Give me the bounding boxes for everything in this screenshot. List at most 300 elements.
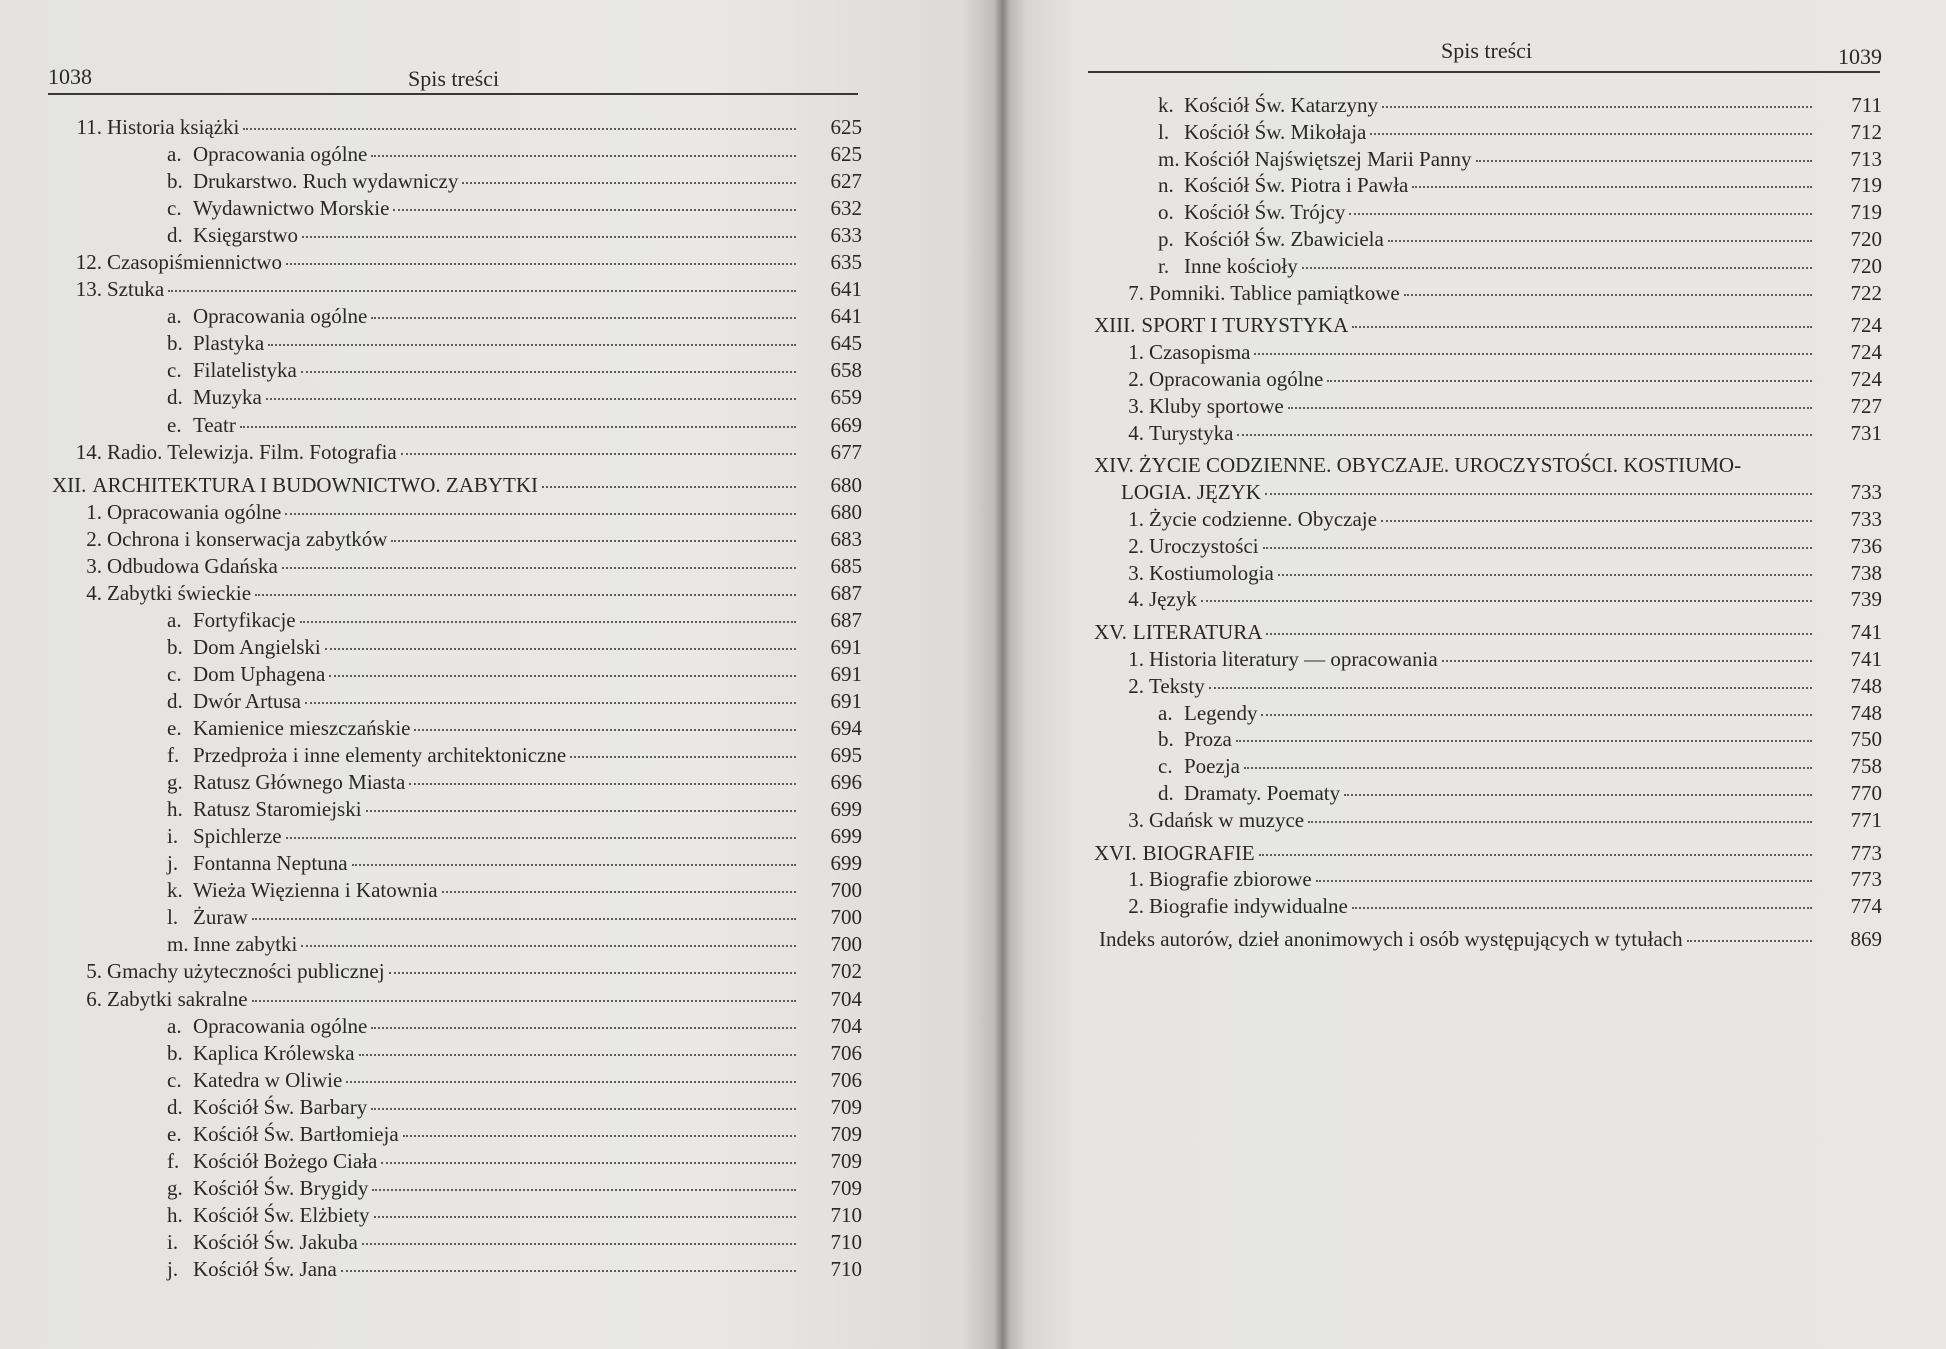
toc-entry-page: 773 — [1850, 840, 1882, 865]
toc-entry-number: k. — [1158, 93, 1174, 117]
toc-entry-page: 700 — [830, 932, 862, 957]
toc-entry-title: Opracowania ogólne — [193, 142, 368, 167]
toc-dot-leader — [268, 344, 796, 346]
toc-entry-number: c. — [167, 358, 182, 383]
toc-entry-number: b. — [167, 634, 183, 659]
toc-entry — [52, 1256, 862, 1283]
toc-entry — [1094, 92, 1882, 119]
toc-entry — [52, 439, 862, 466]
toc-entry — [52, 1148, 862, 1175]
toc-chapter-entry — [52, 472, 862, 499]
toc-entry — [52, 526, 862, 553]
left-page-number: 1038 — [48, 64, 92, 89]
toc-entry-title: Uroczystości — [1149, 533, 1259, 558]
toc-entry — [1094, 673, 1882, 700]
toc-entry-number: 3. — [86, 553, 102, 578]
toc-dot-leader — [371, 1108, 796, 1110]
toc-entry-title: Drukarstwo. Ruch wydawniczy — [193, 169, 459, 194]
toc-entry-title: Inne kościoły — [1184, 253, 1298, 278]
toc-entry-title: Teatr — [193, 412, 236, 437]
toc-entry-page: 641 — [830, 304, 862, 329]
toc-entry-number: a. — [167, 142, 182, 167]
toc-entry-title: Żuraw — [193, 905, 248, 930]
toc-entry-page: 774 — [1850, 894, 1882, 919]
toc-dot-leader — [1352, 326, 1812, 328]
toc-dot-leader — [286, 837, 796, 839]
toc-entry — [1094, 146, 1882, 173]
toc-entry-page: 627 — [830, 169, 862, 194]
toc-dot-leader — [542, 486, 796, 488]
toc-entry-number: 2. — [86, 526, 102, 551]
toc-chapter-entry — [1094, 840, 1882, 867]
toc-dot-leader — [381, 1162, 796, 1164]
toc-entry-number: l. — [1158, 119, 1170, 144]
toc-entry-title: Kościół Św. Jakuba — [193, 1229, 358, 1254]
toc-entry-title: Fontanna Neptuna — [193, 851, 348, 876]
toc-entry — [52, 222, 862, 249]
toc-dot-leader — [570, 756, 796, 758]
toc-dot-leader — [255, 594, 796, 596]
toc-entry-title: Ratusz Staromiejski — [193, 797, 362, 822]
toc-entry-title: Życie codzienne. Obyczaje — [1149, 506, 1377, 531]
toc-entry-title: Inne zabytki — [193, 932, 298, 957]
toc-entry-page: 720 — [1850, 253, 1882, 278]
toc-entry — [52, 1013, 862, 1040]
toc-entry-title: Kluby sportowe — [1149, 393, 1284, 418]
toc-entry-title: Plastyka — [193, 331, 265, 356]
toc-entry-number: n. — [1158, 173, 1174, 198]
toc-chapter-entry — [1094, 452, 1882, 479]
toc-entry-number: p. — [1158, 226, 1174, 251]
toc-entry-title: Historia książki — [107, 115, 240, 139]
toc-entry-title: Opracowania ogólne — [107, 499, 282, 524]
toc-entry — [52, 1094, 862, 1121]
toc-dot-leader — [1388, 240, 1812, 242]
toc-entry-number: 12. — [75, 250, 102, 275]
toc-entry — [52, 796, 862, 823]
toc-entry-title: Opracowania ogólne — [1149, 366, 1324, 391]
toc-entry-number: f. — [167, 1148, 180, 1173]
toc-entry-number: 11. — [76, 115, 102, 139]
toc-entry — [1094, 420, 1882, 447]
toc-entry-number: 6. — [86, 986, 102, 1011]
toc-entry-title: Język — [1149, 587, 1197, 612]
toc-entry — [1094, 172, 1882, 199]
toc-dot-leader — [1327, 380, 1812, 382]
toc-entry — [52, 276, 862, 303]
toc-entry-page: 722 — [1850, 280, 1882, 305]
toc-entry — [52, 580, 862, 607]
toc-entry — [52, 499, 862, 526]
toc-entry-number: 3. — [1128, 560, 1144, 585]
toc-entry — [52, 412, 862, 439]
toc-dot-leader — [1382, 106, 1812, 108]
book-gutter — [994, 0, 1010, 1349]
left-header-rule — [48, 93, 858, 95]
toc-entry-page: 731 — [1850, 420, 1882, 445]
toc-entry-page: 700 — [830, 878, 862, 903]
toc-dot-leader — [325, 648, 796, 650]
toc-entry-page: 750 — [1850, 727, 1882, 752]
toc-entry-number: XIII. — [1094, 313, 1136, 338]
toc-entry-title: Opracowania ogólne — [193, 1013, 368, 1038]
toc-entry-title: Legendy — [1184, 700, 1258, 725]
toc-entry — [52, 141, 862, 168]
toc-entry-page: 733 — [1850, 506, 1882, 531]
toc-dot-leader — [286, 263, 796, 265]
toc-entry-page: 645 — [830, 331, 862, 356]
toc-entry-page: 699 — [830, 851, 862, 876]
toc-entry-page: 719 — [1850, 200, 1882, 225]
toc-entry-title: Odbudowa Gdańska — [107, 553, 278, 578]
toc-dot-leader — [305, 702, 796, 704]
toc-entry-page: 741 — [1850, 620, 1882, 645]
toc-entry-title: Dom Angielski — [193, 634, 321, 659]
toc-entry-number: r. — [1158, 253, 1170, 278]
toc-entry-page: 687 — [830, 607, 862, 632]
toc-entry-page: 677 — [830, 439, 862, 464]
toc-entry — [52, 931, 862, 958]
toc-entry-page: 691 — [830, 688, 862, 713]
toc-entry — [52, 877, 862, 904]
toc-entry-number: 1. — [1128, 340, 1144, 365]
toc-entry-title: Teksty — [1149, 673, 1205, 698]
toc-entry — [52, 1121, 862, 1148]
toc-dot-leader — [359, 1054, 796, 1056]
toc-entry-page: 739 — [1850, 587, 1882, 612]
toc-entry — [1094, 780, 1882, 807]
toc-entry-page: 699 — [830, 824, 862, 849]
toc-dot-leader — [266, 398, 796, 400]
toc-entry-title: Kościół Św. Barbary — [193, 1094, 368, 1119]
toc-entry-title: Zabytki świeckie — [107, 580, 252, 605]
toc-entry-number: XV. — [1094, 620, 1127, 645]
toc-entry-number: b. — [167, 169, 183, 194]
toc-entry — [52, 742, 862, 769]
toc-dot-leader — [1209, 687, 1812, 689]
toc-entry-title: Kościół Św. Brygidy — [193, 1175, 369, 1200]
toc-entry-number: XVI. — [1094, 840, 1137, 865]
toc-entry — [52, 1040, 862, 1067]
toc-entry-page: 633 — [830, 223, 862, 248]
toc-entry-title: Fortyfikacje — [193, 607, 296, 632]
toc-entry-page: 773 — [1850, 867, 1882, 892]
toc-entry-page: 711 — [1851, 93, 1882, 117]
toc-entry-page: 720 — [1850, 226, 1882, 251]
toc-entry-page: 748 — [1850, 673, 1882, 698]
toc-entry — [1094, 807, 1882, 834]
toc-entry-number: i. — [167, 824, 179, 849]
toc-entry-page: 691 — [830, 634, 862, 659]
toc-entry-number: d. — [1158, 780, 1174, 805]
toc-entry-title: Wydawnictwo Morskie — [193, 196, 390, 221]
toc-entry — [52, 114, 862, 141]
toc-entry — [52, 823, 862, 850]
toc-dot-leader — [346, 1081, 796, 1083]
toc-dot-leader — [252, 918, 796, 920]
toc-entry-title: SPORT I TURYSTYKA — [1141, 313, 1349, 338]
left-running-title: Spis treści — [408, 66, 500, 91]
toc-entry-title: Biografie zbiorowe — [1149, 867, 1312, 892]
toc-dot-leader — [1265, 493, 1812, 495]
toc-dot-leader — [352, 864, 796, 866]
toc-entry — [52, 769, 862, 796]
toc-entry-number: 13. — [75, 277, 102, 302]
toc-entry-title: Dom Uphagena — [193, 661, 326, 686]
toc-dot-leader — [371, 155, 796, 157]
toc-entry-page: 710 — [830, 1256, 862, 1281]
toc-entry-title: Historia literatury — opracowania — [1149, 646, 1438, 671]
toc-entry-title: Księgarstwo — [193, 223, 298, 248]
toc-dot-leader — [462, 182, 796, 184]
toc-entry-number: 1. — [1128, 506, 1144, 531]
toc-dot-leader — [1476, 160, 1812, 162]
toc-entry — [52, 715, 862, 742]
toc-entry-page: 719 — [1850, 173, 1882, 198]
toc-dot-leader — [1381, 520, 1812, 522]
toc-entry-number: l. — [167, 905, 179, 930]
toc-dot-leader — [1278, 574, 1812, 576]
toc-entry-title: Ochrona i konserwacja zabytków — [107, 526, 388, 551]
toc-dot-leader — [300, 621, 796, 623]
toc-entry-title: Pomniki. Tablice pamiątkowe — [1149, 280, 1400, 305]
toc-dot-leader — [391, 540, 796, 542]
toc-entry-number: XII. — [52, 472, 87, 497]
toc-entry — [52, 1202, 862, 1229]
toc-entry-title: Kościół Bożego Ciała — [193, 1148, 378, 1173]
toc-dot-leader — [282, 567, 796, 569]
toc-chapter-entry — [1094, 312, 1882, 339]
toc-entry-page: 710 — [830, 1202, 862, 1227]
toc-entry-title: Kościół Św. Zbawiciela — [1184, 226, 1384, 251]
toc-dot-leader — [371, 1027, 796, 1029]
toc-dot-leader — [301, 945, 796, 947]
toc-entry-title: Zabytki sakralne — [107, 986, 248, 1011]
toc-entry-number: 14. — [75, 439, 102, 464]
toc-entry-title: Kościół Św. Mikołaja — [1184, 119, 1367, 144]
left-toc-list — [52, 114, 862, 1283]
toc-entry — [1094, 726, 1882, 753]
toc-entry — [52, 168, 862, 195]
toc-entry — [1094, 753, 1882, 780]
toc-entry-number: 5. — [86, 959, 102, 984]
toc-entry-title: Poezja — [1184, 754, 1240, 779]
toc-entry-number: c. — [167, 661, 182, 686]
toc-dot-leader — [1370, 133, 1812, 135]
toc-entry-page: 694 — [830, 716, 862, 741]
toc-entry-number: 2. — [1128, 673, 1144, 698]
right-running-title: Spis treści — [1441, 38, 1533, 63]
toc-entry-number: a. — [167, 1013, 182, 1038]
toc-entry-number: a. — [167, 304, 182, 329]
toc-entry-page: 709 — [830, 1094, 862, 1119]
toc-entry-page: 706 — [830, 1067, 862, 1092]
toc-entry-title: BIOGRAFIE — [1142, 840, 1255, 865]
toc-entry-page: 683 — [830, 526, 862, 551]
toc-entry — [52, 958, 862, 985]
toc-entry-number: 4. — [1128, 420, 1144, 445]
toc-entry-page: 706 — [830, 1040, 862, 1065]
toc-dot-leader — [362, 1243, 796, 1245]
toc-entry-page: 641 — [830, 277, 862, 302]
toc-dot-leader — [1442, 660, 1812, 662]
toc-dot-leader — [409, 783, 796, 785]
toc-entry — [1094, 199, 1882, 226]
toc-entry-number: e. — [167, 716, 182, 741]
toc-entry-number: 4. — [86, 580, 102, 605]
toc-entry-title: Dwór Artusa — [193, 688, 301, 713]
toc-dot-leader — [1349, 213, 1812, 215]
toc-dot-leader — [403, 1135, 796, 1137]
toc-dot-leader — [1352, 907, 1812, 909]
toc-dot-leader — [243, 128, 796, 130]
toc-entry-number: a. — [167, 607, 182, 632]
toc-dot-leader — [1261, 714, 1812, 716]
toc-entry-number: b. — [1158, 727, 1174, 752]
toc-dot-leader — [1244, 767, 1812, 769]
toc-entry-page: 713 — [1850, 146, 1882, 171]
toc-entry-title: Radio. Telewizja. Film. Fotografia — [107, 439, 397, 464]
toc-entry — [52, 1229, 862, 1256]
toc-index-entry — [1094, 926, 1882, 953]
toc-entry-page: 704 — [830, 986, 862, 1011]
toc-entry-number: g. — [167, 1175, 183, 1200]
toc-entry-page: 658 — [830, 358, 862, 383]
toc-entry — [52, 1175, 862, 1202]
toc-entry-number: g. — [167, 770, 183, 795]
toc-entry-number: d. — [167, 688, 183, 713]
toc-entry-number: o. — [1158, 200, 1174, 225]
toc-entry-number: j. — [167, 1256, 179, 1281]
toc-entry-number: 4. — [1128, 587, 1144, 612]
toc-entry-title: Czasopiśmiennictwo — [107, 250, 282, 275]
toc-entry-number: 2. — [1128, 366, 1144, 391]
toc-entry-title: Kostiumologia — [1149, 560, 1274, 585]
toc-dot-leader — [401, 453, 796, 455]
toc-dot-leader — [442, 891, 796, 893]
toc-dot-leader — [389, 972, 796, 974]
toc-dot-leader — [1302, 267, 1812, 269]
toc-entry-title: Kościół Św. Elżbiety — [193, 1202, 370, 1227]
toc-entry — [52, 661, 862, 688]
toc-entry-title: Muzyka — [193, 385, 262, 410]
toc-entry — [52, 249, 862, 276]
toc-dot-leader — [1308, 821, 1812, 823]
toc-entry — [1094, 533, 1882, 560]
toc-entry-number: 1. — [1128, 646, 1144, 671]
toc-entry — [1094, 646, 1882, 673]
toc-entry-page: 699 — [830, 797, 862, 822]
toc-entry-number: c. — [167, 1067, 182, 1092]
toc-entry — [1094, 280, 1882, 307]
toc-entry-title: Spichlerze — [193, 824, 282, 849]
toc-entry — [52, 553, 862, 580]
toc-entry-page: 712 — [1850, 119, 1882, 144]
toc-dot-leader — [1254, 353, 1812, 355]
toc-entry — [52, 634, 862, 661]
toc-entry — [1094, 866, 1882, 893]
toc-entry — [52, 195, 862, 222]
toc-entry-title: ŻYCIE CODZIENNE. OBYCZAJE. UROCZYSTOŚCI. KOSTIUMO- — [1138, 453, 1742, 478]
toc-dot-leader — [285, 513, 796, 515]
toc-entry-page: 738 — [1850, 560, 1882, 585]
toc-entry — [52, 607, 862, 634]
toc-entry — [1094, 560, 1882, 587]
right-page — [1002, 0, 1946, 1349]
toc-entry-page: 625 — [830, 142, 862, 167]
toc-entry-page: 696 — [830, 770, 862, 795]
toc-chapter-entry — [1094, 619, 1882, 646]
toc-entry-page: 691 — [830, 661, 862, 686]
toc-entry-title: Kamienice mieszczańskie — [193, 716, 411, 741]
toc-entry — [52, 1067, 862, 1094]
toc-entry — [52, 384, 862, 411]
toc-entry-number: e. — [167, 412, 182, 437]
toc-dot-leader — [1288, 407, 1812, 409]
toc-entry-title: Dramaty. Poematy — [1184, 780, 1341, 805]
toc-dot-leader — [374, 1216, 796, 1218]
toc-entry — [52, 357, 862, 384]
toc-entry-number: h. — [167, 1202, 183, 1227]
toc-entry-number: 1. — [86, 499, 102, 524]
toc-entry-title: ARCHITEKTURA I BUDOWNICTWO. ZABYTKI — [92, 472, 539, 497]
toc-entry-page: 702 — [830, 959, 862, 984]
toc-entry-page: 758 — [1850, 754, 1882, 779]
toc-entry-number: b. — [167, 331, 183, 356]
toc-dot-leader — [1259, 854, 1812, 856]
toc-entry — [52, 330, 862, 357]
toc-entry-title: Filatelistyka — [193, 358, 297, 383]
toc-entry-number: c. — [167, 196, 182, 221]
toc-entry-number: m. — [1158, 146, 1180, 171]
toc-entry-title: Ratusz Głównego Miasta — [193, 770, 406, 795]
toc-entry — [1094, 506, 1882, 533]
toc-dot-leader — [1201, 600, 1812, 602]
right-toc-list — [1094, 92, 1882, 953]
toc-entry-page: 680 — [830, 472, 862, 497]
toc-entry-page: 748 — [1850, 700, 1882, 725]
toc-entry-page: 700 — [830, 905, 862, 930]
toc-dot-leader — [1237, 434, 1812, 436]
toc-entry — [1094, 586, 1882, 613]
toc-entry-page: 710 — [830, 1229, 862, 1254]
toc-dot-leader — [1412, 186, 1812, 188]
toc-entry-page: 869 — [1850, 926, 1882, 951]
toc-entry-number: d. — [167, 1094, 183, 1119]
toc-entry-title: Biografie indywidualne — [1149, 894, 1348, 919]
toc-entry-page: 709 — [830, 1175, 862, 1200]
toc-entry-title: Gdańsk w muzyce — [1149, 807, 1305, 832]
toc-dot-leader — [329, 675, 796, 677]
toc-entry-number: 3. — [1128, 807, 1144, 832]
toc-entry-title: Wieża Więzienna i Katownia — [193, 878, 438, 903]
toc-entry-title: Kościół Św. Jana — [193, 1256, 337, 1281]
toc-entry — [1094, 253, 1882, 280]
toc-entry-title: Kościół Najświętszej Marii Panny — [1184, 146, 1472, 171]
toc-entry-number: e. — [167, 1121, 182, 1146]
toc-entry — [52, 850, 862, 877]
toc-entry-page: 687 — [830, 580, 862, 605]
toc-dot-leader — [301, 371, 796, 373]
toc-entry-page: 625 — [830, 115, 862, 139]
toc-entry-page: 724 — [1850, 366, 1882, 391]
toc-entry-title: Kościół Św. Katarzyny — [1184, 93, 1379, 117]
toc-entry-number: h. — [167, 797, 183, 822]
toc-entry-title: Gmachy użyteczności publicznej — [107, 959, 385, 984]
toc-dot-leader — [371, 317, 796, 319]
toc-entry-number: a. — [1158, 700, 1173, 725]
toc-entry-page: 727 — [1850, 393, 1882, 418]
